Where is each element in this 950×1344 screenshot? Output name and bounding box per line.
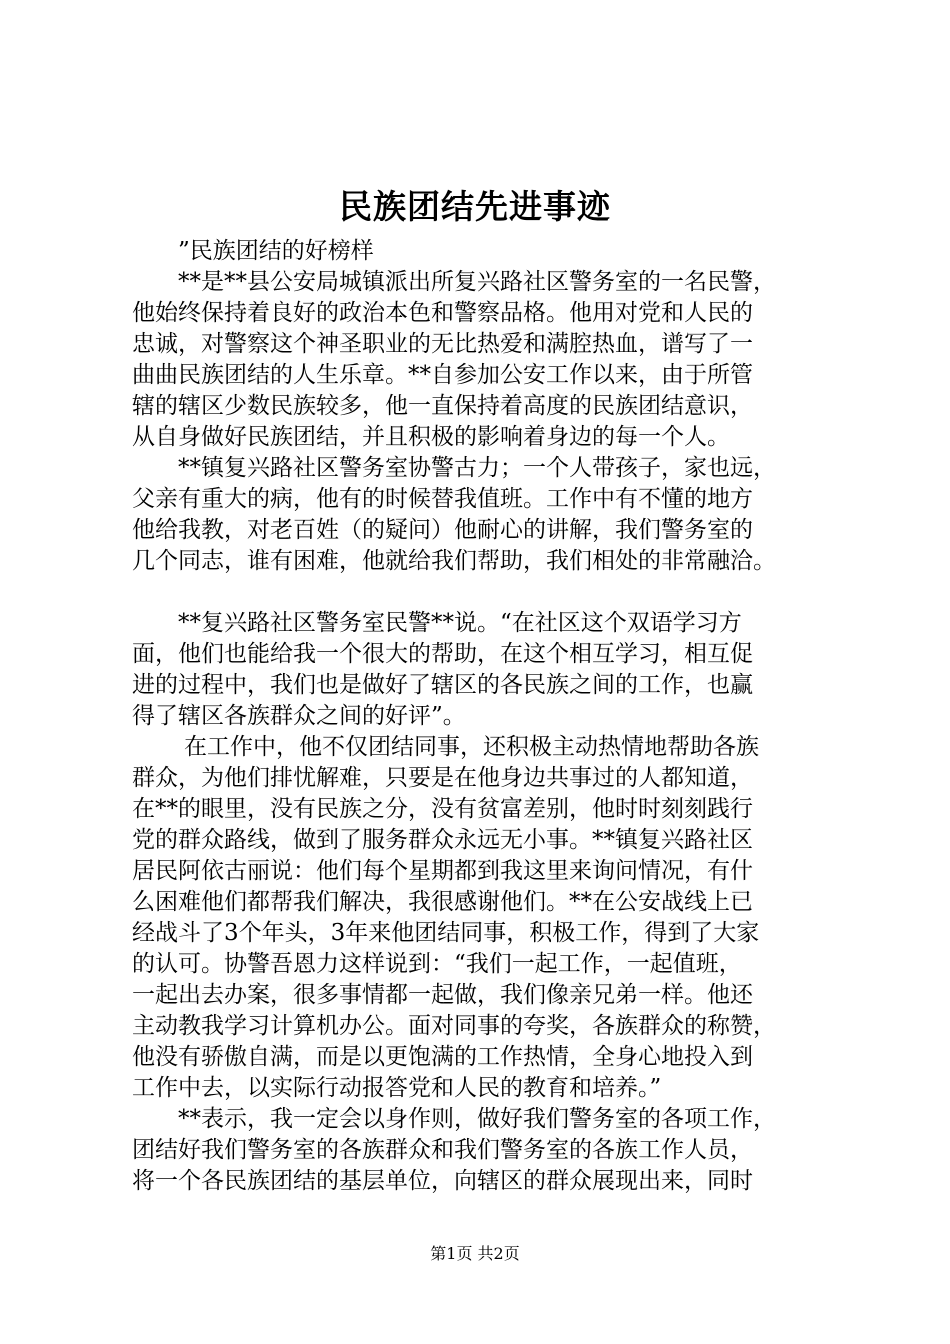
text-line: 群众，为他们排忧解难，只要是在他身边共事过的人都知道， <box>132 765 753 791</box>
document-body <box>132 236 832 1197</box>
text-line: 工作中去，以实际行动报答党和人民的教育和培养。” <box>132 1075 662 1101</box>
text-line: 他始终保持着良好的政治本色和警察品格。他用对党和人民的 <box>132 300 753 326</box>
text-line: 一起出去办案，很多事情都一起做，我们像亲兄弟一样。他还 <box>132 982 753 1008</box>
text-line: 在**的眼里，没有民族之分，没有贫富差别，他时时刻刻践行 <box>132 796 753 822</box>
text-line: 忠诚，对警察这个神圣职业的无比热爱和满腔热血，谱写了一 <box>132 331 753 357</box>
text-line: 进的过程中，我们也是做好了辖区的各民族之间的工作，也赢 <box>132 672 753 698</box>
text-line: 的认可。协警吾恩力这样说到：“我们一起工作，一起值班， <box>132 951 742 977</box>
text-line: 将一个各民族团结的基层单位，向辖区的群众展现出来，同时 <box>132 1168 753 1194</box>
text-line: 得了辖区各族群众之间的好评”。 <box>132 703 466 729</box>
text-line: 从自身做好民族团结，并且积极的影响着身边的每一个人。 <box>132 424 730 450</box>
text-line: **复兴路社区警务室民警**说。“在社区这个双语学习方 <box>178 610 742 636</box>
text-line: 团结好我们警务室的各族群众和我们警务室的各族工作人员， <box>132 1137 753 1163</box>
text-line: **是**县公安局城镇派出所复兴路社区警务室的一名民警， <box>178 269 776 295</box>
text-line: 在工作中，他不仅团结同事，还积极主动热情地帮助各族 <box>184 734 759 760</box>
text-line: 曲曲民族团结的人生乐章。**自参加公安工作以来，由于所管 <box>132 362 753 388</box>
document-title: 民族团结先进事迹 <box>339 187 611 226</box>
text-line: 经战斗了3个年头，3年来他团结同事，积极工作，得到了大家 <box>132 920 760 946</box>
text-line: 党的群众路线，做到了服务群众永远无小事。**镇复兴路社区 <box>132 827 753 853</box>
text-line: 几个同志，谁有困难，他就给我们帮助，我们相处的非常融洽。 <box>132 548 776 574</box>
text-line: **镇复兴路社区警务室协警古力；一个人带孩子，家也远， <box>178 455 776 481</box>
blank-line <box>132 577 832 608</box>
text-line: 主动教我学习计算机办公。面对同事的夸奖，各族群众的称赞， <box>132 1013 776 1039</box>
text-line: ”民族团结的好榜样 <box>178 238 374 264</box>
text-line: 他没有骄傲自满，而是以更饱满的工作热情，全身心地投入到 <box>132 1044 753 1070</box>
text-line: 父亲有重大的病，他有的时候替我值班。工作中有不懂的地方 <box>132 486 753 512</box>
text-line: **表示，我一定会以身作则，做好我们警务室的各项工作， <box>178 1106 776 1132</box>
text-line: 他给我教，对老百姓（的疑问）他耐心的讲解，我们警务室的 <box>132 517 753 543</box>
text-line: 面，他们也能给我一个很大的帮助，在这个相互学习，相互促 <box>132 641 753 667</box>
page-number-footer: 第1页 共2页 <box>430 1244 520 1263</box>
text-line: 辖的辖区少数民族较多，他一直保持着高度的民族团结意识， <box>132 393 753 419</box>
text-line: 么困难他们都帮我们解决，我很感谢他们。**在公安战线上已 <box>132 889 753 915</box>
text-line: 居民阿依古丽说：他们每个星期都到我这里来询问情况，有什 <box>132 858 753 884</box>
